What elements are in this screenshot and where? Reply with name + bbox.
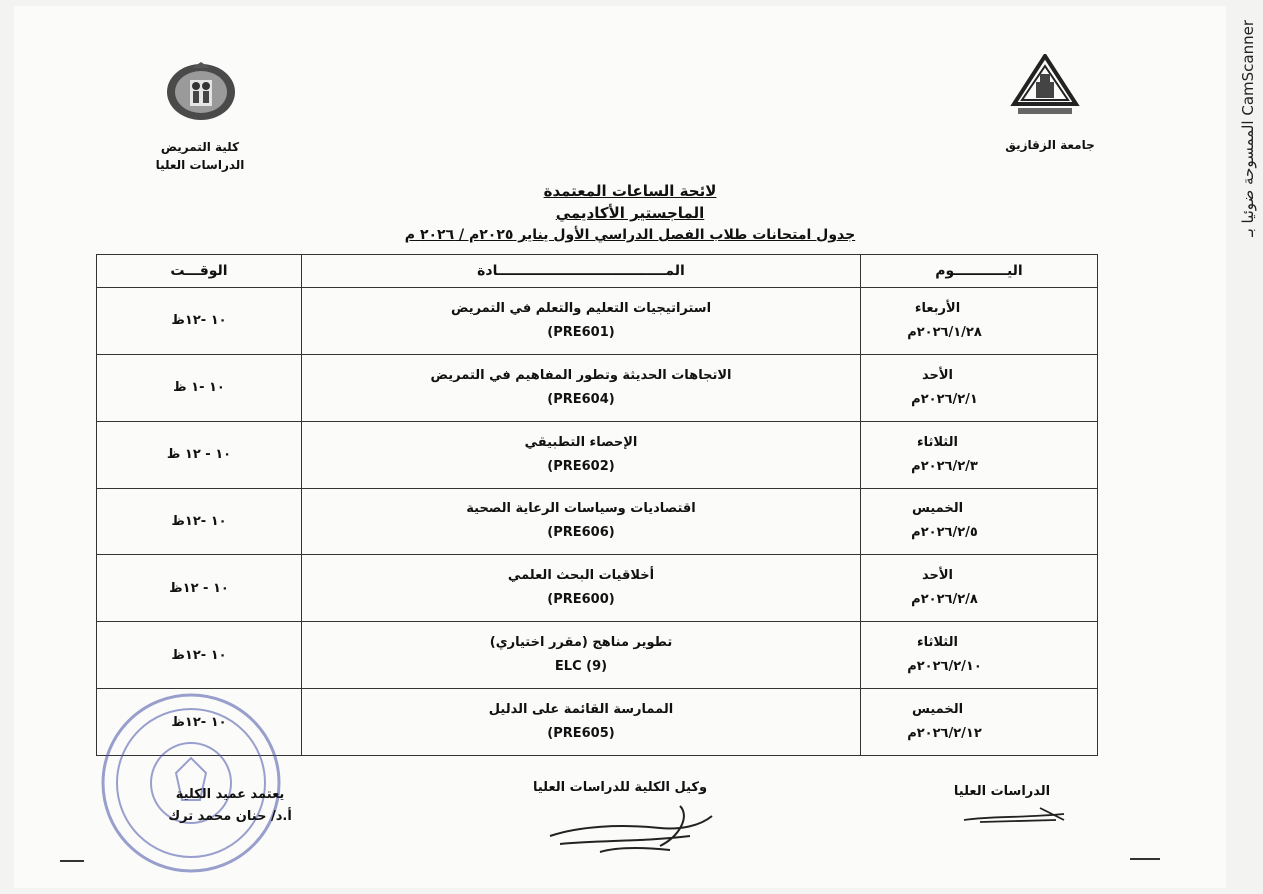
header-time: الوقـــت <box>97 255 302 288</box>
table-row <box>97 622 1098 689</box>
day-cell <box>861 488 1098 555</box>
subject-code: (PRE604) <box>547 391 615 407</box>
exam-schedule-table <box>96 254 1098 756</box>
signature-mark-icon <box>960 802 1070 826</box>
day-date: ٢٠٢٦/٢/١٠م <box>907 659 982 675</box>
time-cell: ١٠ - ١٢ ظ <box>97 421 302 488</box>
time-cell: ١٠ - ١٢ظ <box>97 555 302 622</box>
day-name: الأربعاء <box>914 300 961 316</box>
subject-cell <box>302 555 861 622</box>
day-name: الثلاثاء <box>917 635 958 651</box>
subject-code: (PRE605) <box>547 726 615 742</box>
day-date: ٢٠٢٦/١/٢٨م <box>907 324 982 340</box>
time-cell: ١٠ -١٢ظ <box>97 488 302 555</box>
subject-name: تطوير مناهج (مقرر اختياري) <box>489 635 673 651</box>
time-cell: ١٠ -١٢ظ <box>97 288 302 355</box>
table-row <box>97 555 1098 622</box>
time-cell: ١٠ -١٢ظ <box>97 689 302 756</box>
subject-code: (PRE606) <box>547 525 615 541</box>
signature-grad-studies: الدراسات العليا <box>953 784 1051 799</box>
faculty-line2: الدراسات العليا <box>155 158 245 172</box>
subject-name: الممارسة القائمة على الدليل <box>488 702 674 718</box>
day-cell <box>861 421 1098 488</box>
subject-code: (PRE600) <box>547 592 615 608</box>
day-date: ٢٠٢٦/٢/١٢م <box>907 726 982 742</box>
document-titles <box>300 180 960 246</box>
subject-name: الإحصاء التطبيقي <box>524 434 638 450</box>
day-name: الخميس <box>911 702 964 718</box>
page-edge-mark <box>1130 858 1160 860</box>
table-row <box>97 488 1098 555</box>
day-cell <box>861 622 1098 689</box>
signature-dean <box>150 784 310 828</box>
time-cell: ١٠ -١ ظ <box>97 354 302 421</box>
official-stamp-icon <box>96 688 286 878</box>
faculty-line1: كلية التمريض <box>160 140 240 154</box>
subject-name: الاتجاهات الحديثة وتطور المفاهيم في التمريض <box>430 367 732 383</box>
subject-code: (PRE601) <box>547 324 615 340</box>
subject-cell <box>302 421 861 488</box>
subject-cell <box>302 689 861 756</box>
table-row <box>97 288 1098 355</box>
subject-cell <box>302 288 861 355</box>
subject-name: اقتصاديات وسياسات الرعاية الصحية <box>466 501 696 517</box>
table-header-row <box>97 255 1098 288</box>
day-cell <box>861 354 1098 421</box>
time-cell: ١٠ -١٢ظ <box>97 622 302 689</box>
subject-code: ELC (9) <box>554 659 608 675</box>
faculty-name <box>150 138 250 174</box>
header-subject: المـــــــــــــــــــــــــــــــــــادة <box>302 255 861 288</box>
faculty-logo-icon <box>164 58 238 124</box>
table-row <box>97 354 1098 421</box>
day-date: ٢٠٢٦/٢/٥م <box>911 525 978 541</box>
university-logo-icon <box>1010 54 1080 120</box>
subject-cell <box>302 622 861 689</box>
day-name: الأحد <box>921 367 953 383</box>
subject-name: استراتيجيات التعليم والتعلم في التمريض <box>450 300 712 316</box>
day-date: ٢٠٢٦/٢/٨م <box>911 592 978 608</box>
day-name: الأحد <box>921 568 953 584</box>
subject-name: أخلاقيات البحث العلمي <box>507 568 655 584</box>
day-cell <box>861 288 1098 355</box>
university-name: جامعة الزقازيق <box>1005 138 1095 152</box>
subject-cell <box>302 488 861 555</box>
approval-text: يعتمد عميد الكلية <box>175 787 285 802</box>
header-day: اليـــــــــــوم <box>861 255 1098 288</box>
day-cell <box>861 555 1098 622</box>
signature-mark-icon <box>540 796 720 858</box>
day-name: الثلاثاء <box>917 434 958 450</box>
scanner-watermark: الممسوحة ضوئيا بـ CamScanner <box>1239 20 1257 237</box>
day-name: الخميس <box>911 501 964 517</box>
subject-cell <box>302 354 861 421</box>
day-date: ٢٠٢٦/٢/٣م <box>911 458 978 474</box>
subject-code: (PRE602) <box>547 458 615 474</box>
dean-name: أ.د/ حنان محمد ترك <box>168 809 292 824</box>
signature-vice-dean: وكيل الكلية للدراسات العليا <box>532 780 708 795</box>
title-line3: جدول امتحانات طلاب الفصل الدراسي الأول يناير ٢٠٢٥م / ٢٠٢٦ م <box>404 227 856 243</box>
day-date: ٢٠٢٦/٢/١م <box>911 391 978 407</box>
title-line2: الماجستير الأكاديمي <box>555 204 705 222</box>
table-row <box>97 421 1098 488</box>
page-edge-mark <box>60 860 84 862</box>
day-cell <box>861 689 1098 756</box>
title-line1: لائحة الساعات المعتمدة <box>543 182 717 200</box>
